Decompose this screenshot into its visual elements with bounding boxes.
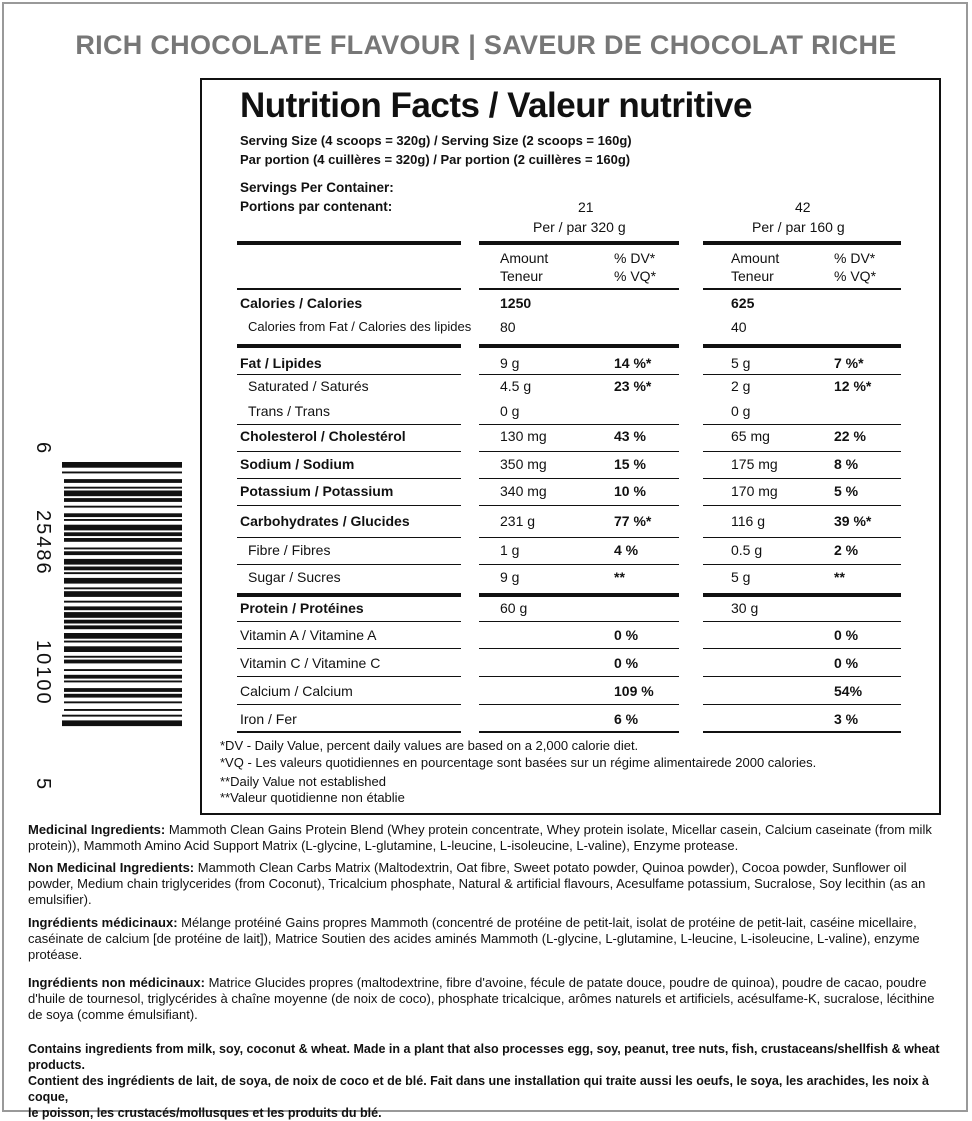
servings-label-en: Servings Per Container:: [240, 180, 394, 195]
nutrient-amount-320g: 60 g: [500, 600, 528, 616]
nutrient-label: Fat / Lipides: [240, 355, 322, 371]
row-rule: [479, 731, 679, 733]
nutrient-amount-160g: 5 g: [731, 355, 751, 371]
row-rule: [237, 704, 461, 705]
row-rule: [479, 564, 679, 565]
allergen-line: le poisson, les crustacés/mollusques et les produits du blé.: [28, 1106, 382, 1120]
row-rule: [703, 676, 901, 677]
col2-amount: Amount: [731, 250, 780, 266]
footnote: **Daily Value not established: [220, 774, 386, 789]
nutrient-amount-160g: 170 mg: [731, 483, 778, 499]
nutrient-label: Carbohydrates / Glucides: [240, 513, 410, 529]
row-rule: [237, 537, 461, 538]
nutrient-dv-320g: **: [614, 569, 625, 585]
nutrient-amount-320g: 80: [500, 319, 516, 335]
row-rule: [479, 704, 679, 705]
nutrient-label: Saturated / Saturés: [248, 378, 369, 394]
barcode-digit: 10100: [32, 640, 54, 706]
nutrient-amount-160g: 2 g: [731, 378, 751, 394]
row-rule: [703, 451, 901, 452]
ingredients-text: Mammoth Clean Gains Protein Blend (Whey protein concentrate, Whey protein isolate, Micellar casein, Calcium caseinate (from milk protein)), Mammoth Amino Acid Support Matrix (L-glycine, L-glutamine, L-leucine, L-isoleucine, L-valine), Enzyme protease.: [28, 822, 932, 853]
row-rule: [237, 731, 461, 733]
nutrient-label: Calories / Calories: [240, 295, 363, 311]
ingredients-label: Ingrédients non médicinaux:: [28, 975, 205, 990]
nutrient-label: Calories from Fat / Calories des lipides: [248, 319, 472, 334]
row-rule: [479, 593, 679, 597]
nutrient-dv-160g: **: [834, 569, 845, 585]
nutrient-dv-160g: 5 %: [834, 483, 859, 499]
nutrient-dv-160g: 7 %*: [834, 355, 864, 371]
ingredients-medicinal: [28, 822, 948, 854]
nutrient-dv-160g: 12 %*: [834, 378, 872, 394]
nutrient-dv-320g: 4 %: [614, 542, 639, 558]
nutrient-label: Potassium / Potassium: [240, 483, 394, 499]
nutrient-amount-160g: 5 g: [731, 569, 751, 585]
nutrient-dv-160g: 22 %: [834, 428, 866, 444]
row-rule: [237, 621, 461, 622]
row-rule: [479, 676, 679, 677]
row-rule: [479, 478, 679, 479]
nutrient-label: Cholesterol / Cholestérol: [240, 428, 406, 444]
nutrient-dv-320g: 10 %: [614, 483, 646, 499]
nutrient-amount-320g: 9 g: [500, 569, 520, 585]
row-rule: [703, 505, 901, 506]
nutrient-label: Iron / Fer: [240, 711, 297, 727]
row-rule: [479, 344, 679, 348]
serving-size-fr: Par portion (4 cuillères = 320g) / Par portion (2 cuillères = 160g): [240, 152, 631, 167]
nutrient-amount-160g: 40: [731, 319, 747, 335]
row-rule: [703, 648, 901, 649]
row-rule: [479, 424, 679, 425]
nutrient-amount-320g: 9 g: [500, 355, 520, 371]
footnote: *VQ - Les valeurs quotidiennes en pourcentage sont basées sur un régime alimentairede 2000 calories.: [220, 755, 817, 770]
row-rule: [703, 704, 901, 705]
nutrient-amount-320g: 130 mg: [500, 428, 547, 444]
nutrient-dv-320g: 109 %: [614, 683, 654, 699]
col1-per: Per / par 320 g: [533, 219, 626, 235]
col1-amount: Amount: [500, 250, 549, 266]
nutrient-amount-320g: 231 g: [500, 513, 536, 529]
row-rule: [479, 374, 679, 375]
nutrient-dv-320g: 23 %*: [614, 378, 652, 394]
servings-label-fr: Portions par contenant:: [240, 199, 393, 214]
row-rule: [703, 344, 901, 348]
ingredients-non-medicinaux: [28, 975, 948, 1023]
ingredients-label: Medicinal Ingredients:: [28, 822, 166, 837]
nutrient-label: Vitamin C / Vitamine C: [240, 655, 381, 671]
col2-servings: 42: [795, 199, 811, 215]
row-rule: [703, 564, 901, 565]
nutrient-amount-160g: 625: [731, 295, 755, 311]
nutrient-label: Sodium / Sodium: [240, 456, 355, 472]
nutrient-label: Fibre / Fibres: [248, 542, 331, 558]
nutrient-dv-160g: 0 %: [834, 655, 859, 671]
nutrient-label: Sugar / Sucres: [248, 569, 341, 585]
nutrient-dv-160g: 0 %: [834, 627, 859, 643]
nutrient-dv-320g: 14 %*: [614, 355, 652, 371]
allergen-statement: [28, 1041, 958, 1121]
ingredients-text: Matrice Glucides propres (maltodextrine, fibre d'avoine, fécule de patate douce, poudre de quinoa), poudre de cacao, poudre d'huile de tournesol, triglycérides à chaîne moyenne (de noix de coco), phosphate tricalcique, arômes naturels et artificiels, acésulfame-K, sucralose, lécithine de soya (comme émulsifiant).: [28, 975, 935, 1022]
nutrient-amount-160g: 175 mg: [731, 456, 778, 472]
col1-dv: % DV*: [614, 250, 656, 266]
nutrient-amount-160g: 30 g: [731, 600, 759, 616]
ingredients-medicinaux: [28, 915, 948, 963]
nutrient-dv-320g: 43 %: [614, 428, 646, 444]
nutrient-amount-320g: 0 g: [500, 403, 520, 419]
row-rule: [703, 478, 901, 479]
ingredients-text: Mélange protéiné Gains propres Mammoth (concentré de protéine de petit-lait, isolat de protéine de petit-lait, caséine micellaire, caséinate de calcium [de protéine de lait]), Matrice Soutien des acides aminés Mammoth (L-glycine, L-glutamine, L-leucine, L-isoleucine, L-valine), enzyme protéase.: [28, 915, 920, 962]
row-rule: [237, 648, 461, 649]
serving-size-en: Serving Size (4 scoops = 320g) / Serving Size (2 scoops = 160g): [240, 133, 632, 148]
row-rule: [703, 731, 901, 733]
nutrient-dv-320g: 0 %: [614, 655, 639, 671]
row-rule: [237, 505, 461, 506]
barcode-digit: 5: [32, 778, 54, 790]
row-rule: [237, 593, 461, 597]
row-rule: [237, 451, 461, 452]
ingredients-text: Mammoth Clean Carbs Matrix (Maltodextrin, Oat fibre, Sweet potato powder, Quinoa powder), Cocoa powder, Sunflower oil powder, Medium chain triglycerides (from Coconut), Tricalcium phosphate, Natural & artificial flavours, Acesulfame potassium, Sucralose, Soy lecithin (as an emulsifier).: [28, 860, 926, 907]
row-rule: [237, 478, 461, 479]
row-rule: [237, 424, 461, 425]
nutrient-label: Vitamin A / Vitamine A: [240, 627, 377, 643]
barcode-digit: 25486: [32, 510, 54, 576]
row-rule: [703, 424, 901, 425]
barcode-digit: 6: [32, 442, 54, 454]
row-rule: [703, 593, 901, 597]
nutrient-amount-160g: 65 mg: [731, 428, 770, 444]
allergen-line: Contains ingredients from milk, soy, coconut & wheat. Made in a plant that also processes egg, soy, peanut, tree nuts, fish, crustaceans/shellfish & wheat products.: [28, 1042, 940, 1072]
row-rule: [703, 374, 901, 375]
row-rule: [479, 537, 679, 538]
row-rule: [703, 288, 901, 290]
barcode-digits: [24, 440, 54, 800]
col2-per: Per / par 160 g: [752, 219, 845, 235]
nutrient-amount-160g: 0 g: [731, 403, 751, 419]
nutrient-dv-160g: 8 %: [834, 456, 859, 472]
col2-vq: % VQ*: [834, 268, 877, 284]
nutrient-label: Trans / Trans: [248, 403, 330, 419]
nutrient-label: Calcium / Calcium: [240, 683, 353, 699]
footnote: **Valeur quotidienne non établie: [220, 790, 405, 805]
nutrient-amount-320g: 1 g: [500, 542, 520, 558]
col1-vq: % VQ*: [614, 268, 657, 284]
nutrient-amount-320g: 1250: [500, 295, 532, 311]
nutrient-dv-320g: 15 %: [614, 456, 646, 472]
col2-dv: % DV*: [834, 250, 876, 266]
thick-rule: [237, 241, 461, 245]
ingredients-label: Non Medicinal Ingredients:: [28, 860, 195, 875]
thick-rule: [479, 241, 679, 245]
nutrient-label: Protein / Protéines: [240, 600, 364, 616]
ingredients-non-medicinal: [28, 860, 948, 908]
nutrition-title: Nutrition Facts / Valeur nutritive: [240, 86, 752, 125]
nutrient-dv-320g: 0 %: [614, 627, 639, 643]
row-rule: [479, 451, 679, 452]
row-rule: [479, 288, 679, 290]
row-rule: [237, 676, 461, 677]
allergen-line: Contient des ingrédients de lait, de soya, de noix de coco et de blé. Fait dans une installation qui traite aussi les oeufs, le soya, les arachides, les noix à coque,: [28, 1074, 929, 1104]
col1-teneur: Teneur: [500, 268, 543, 284]
nutrient-dv-320g: 6 %: [614, 711, 639, 727]
nutrient-dv-160g: 3 %: [834, 711, 859, 727]
nutrient-amount-160g: 116 g: [731, 513, 765, 529]
nutrient-dv-160g: 2 %: [834, 542, 859, 558]
nutrient-dv-160g: 54%: [834, 683, 863, 699]
row-rule: [237, 374, 461, 375]
row-rule: [237, 344, 461, 348]
row-rule: [479, 621, 679, 622]
nutrient-dv-160g: 39 %*: [834, 513, 872, 529]
col2-teneur: Teneur: [731, 268, 774, 284]
nutrient-amount-320g: 350 mg: [500, 456, 547, 472]
row-rule: [703, 537, 901, 538]
nutrient-amount-320g: 4.5 g: [500, 378, 532, 394]
nutrient-amount-160g: 0.5 g: [731, 542, 763, 558]
footnote: *DV - Daily Value, percent daily values are based on a 2,000 calorie diet.: [220, 738, 639, 753]
row-rule: [237, 564, 461, 565]
row-rule: [479, 505, 679, 506]
row-rule: [237, 288, 461, 290]
col1-servings: 21: [578, 199, 594, 215]
flavour-heading: RICH CHOCOLATE FLAVOUR | SAVEUR DE CHOCOLAT RICHE: [75, 30, 897, 60]
row-rule: [703, 621, 901, 622]
thick-rule: [703, 241, 901, 245]
nutrient-dv-320g: 77 %*: [614, 513, 652, 529]
ingredients-label: Ingrédients médicinaux:: [28, 915, 178, 930]
nutrient-amount-320g: 340 mg: [500, 483, 547, 499]
row-rule: [479, 648, 679, 649]
